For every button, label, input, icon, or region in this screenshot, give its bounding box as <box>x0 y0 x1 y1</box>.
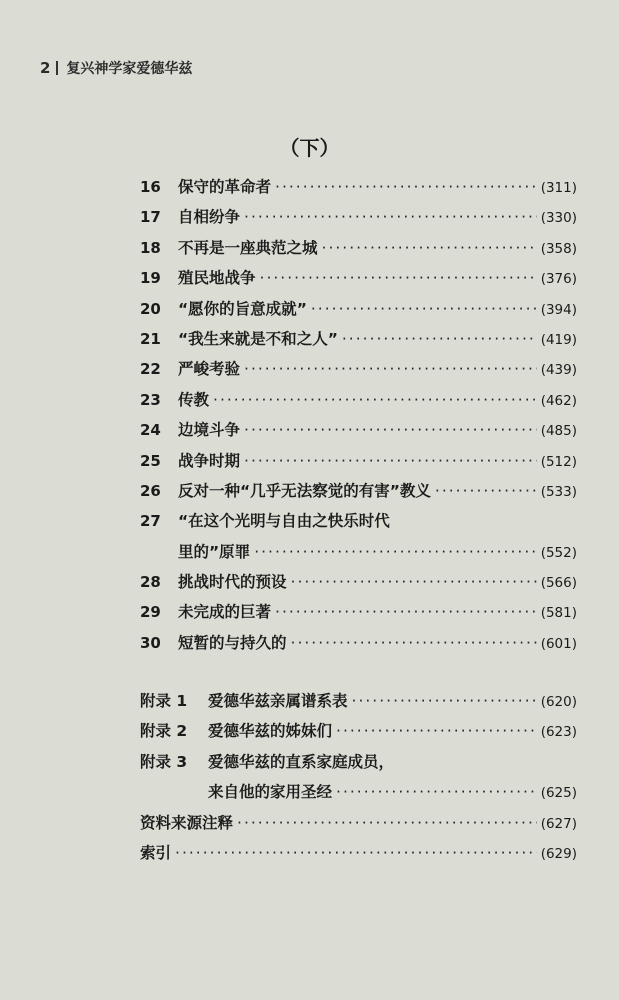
appendix-label: 附录 1 <box>140 692 188 710</box>
dot-leader <box>213 385 537 415</box>
toc-entry[interactable] <box>140 263 577 293</box>
page-ref: (311) <box>540 180 577 196</box>
appendix-title: 爱德华兹亲属谱系表 <box>208 692 348 710</box>
chapter-title: 边境斗争 <box>178 421 241 440</box>
page-ref: (330) <box>540 210 577 227</box>
page-ref: (620) <box>540 694 577 710</box>
dot-leader <box>244 354 537 384</box>
dot-leader <box>342 324 537 354</box>
chapter-number: 16 <box>140 178 161 196</box>
appendix-title: 来自他的家用圣经 <box>208 783 333 802</box>
toc-entry[interactable] <box>140 172 577 202</box>
toc-entry[interactable] <box>140 233 577 263</box>
appendix-label: 附录 3 <box>140 752 188 771</box>
appendix-label: 附录 2 <box>140 722 188 741</box>
chapter-title: “在这个光明与自由之快乐时代 <box>178 512 390 531</box>
back-matter-entry[interactable] <box>140 808 577 838</box>
toc-entry[interactable] <box>140 415 577 445</box>
chapter-title: 保守的革命者 <box>178 178 272 196</box>
page-ref: (462) <box>540 392 577 409</box>
toc-entry[interactable] <box>140 567 577 597</box>
toc-entry[interactable] <box>140 446 577 476</box>
chapter-number: 18 <box>140 238 161 257</box>
chapter-title: “愿你的旨意成就” <box>178 299 307 318</box>
toc-entry-continued[interactable] <box>140 537 577 567</box>
dot-leader <box>175 838 537 868</box>
toc-entry[interactable] <box>140 628 577 658</box>
toc-entry[interactable] <box>140 476 577 506</box>
chapter-title: 殖民地战争 <box>178 269 256 288</box>
appendix-entry[interactable] <box>140 686 577 716</box>
appendix-title: 爱德华兹的姊妹们 <box>208 722 333 741</box>
toc-entry[interactable] <box>140 597 577 627</box>
appendix-title: 资料来源注释 <box>140 813 234 832</box>
chapter-title: 挑战时代的预设 <box>178 573 287 592</box>
chapter-title: 严峻考验 <box>178 360 241 379</box>
chapter-number: 23 <box>140 390 161 409</box>
chapter-title: 里的”原罪 <box>178 542 251 561</box>
appendix-list <box>140 686 577 868</box>
page-ref: (581) <box>540 605 577 622</box>
page-ref: (601) <box>540 635 577 652</box>
header-divider <box>56 61 58 75</box>
chapter-title: 自相纷争 <box>178 208 241 227</box>
dot-leader <box>237 808 537 838</box>
toc-entry[interactable] <box>140 202 577 232</box>
chapter-title: 反对一种“几乎无法察觉的有害”教义 <box>178 481 431 500</box>
page-ref: (512) <box>540 453 577 470</box>
chapter-number: 17 <box>140 208 161 227</box>
toc-entry[interactable] <box>140 324 577 354</box>
page-ref: (627) <box>540 815 577 832</box>
dot-leader <box>244 202 537 232</box>
chapter-title: 未完成的巨著 <box>178 603 272 622</box>
appendix-title: 索引 <box>140 843 172 862</box>
page-ref: (485) <box>540 423 577 440</box>
dot-leader <box>336 777 537 807</box>
volume-label: （下） <box>279 136 340 160</box>
page-ref: (358) <box>540 240 577 257</box>
chapter-number: 27 <box>140 512 161 531</box>
chapter-title: 短暂的与持久的 <box>178 633 287 652</box>
dot-leader <box>435 476 537 506</box>
appendix-entry[interactable] <box>140 747 577 777</box>
chapter-number: 21 <box>140 329 161 348</box>
dot-leader <box>275 597 537 627</box>
page-ref: (623) <box>540 724 577 741</box>
chapter-number: 25 <box>140 451 161 470</box>
chapter-number: 20 <box>140 299 161 318</box>
chapter-title: 不再是一座典范之城 <box>178 238 318 257</box>
dot-leader <box>352 686 537 716</box>
dot-leader <box>275 172 537 202</box>
page-ref: (439) <box>540 362 577 379</box>
chapter-number: 24 <box>140 421 161 440</box>
chapter-title: 战争时期 <box>178 451 241 470</box>
page-ref: (376) <box>540 271 577 288</box>
page-number: 2 <box>40 59 51 77</box>
running-header <box>40 58 192 78</box>
chapter-title: “我生来就是不和之人” <box>178 329 338 348</box>
page-ref: (566) <box>540 575 577 592</box>
chapter-number: 28 <box>140 573 161 592</box>
dot-leader <box>336 716 537 746</box>
toc-entry[interactable] <box>140 385 577 415</box>
toc-entry[interactable] <box>140 294 577 324</box>
appendix-entry-continued[interactable] <box>140 777 577 807</box>
page-ref: (629) <box>540 845 577 862</box>
dot-leader <box>254 537 537 567</box>
table-of-contents <box>140 172 577 658</box>
dot-leader <box>322 233 537 263</box>
chapter-number: 22 <box>140 360 161 379</box>
toc-entry[interactable] <box>140 354 577 384</box>
dot-leader <box>311 294 537 324</box>
dot-leader <box>244 415 537 445</box>
dot-leader <box>291 628 537 658</box>
chapter-number: 26 <box>140 481 161 500</box>
appendix-title: 爱德华兹的直系家庭成员， <box>208 752 395 771</box>
chapter-title: 传教 <box>178 390 210 409</box>
dot-leader <box>244 446 537 476</box>
page-ref: (533) <box>540 483 577 500</box>
page-ref: (419) <box>540 331 577 348</box>
page-ref: (394) <box>540 301 577 318</box>
appendix-entry[interactable] <box>140 716 577 746</box>
chapter-number: 30 <box>140 633 161 652</box>
chapter-number: 29 <box>140 603 161 622</box>
dot-leader <box>291 567 537 597</box>
page-ref: (552) <box>540 544 577 561</box>
toc-entry[interactable] <box>140 506 577 536</box>
chapter-number: 19 <box>140 269 161 288</box>
dot-leader <box>260 263 537 293</box>
page-ref: (625) <box>540 785 577 802</box>
back-matter-entry[interactable] <box>140 838 577 868</box>
book-title: 复兴神学家爱德华兹 <box>66 61 193 77</box>
